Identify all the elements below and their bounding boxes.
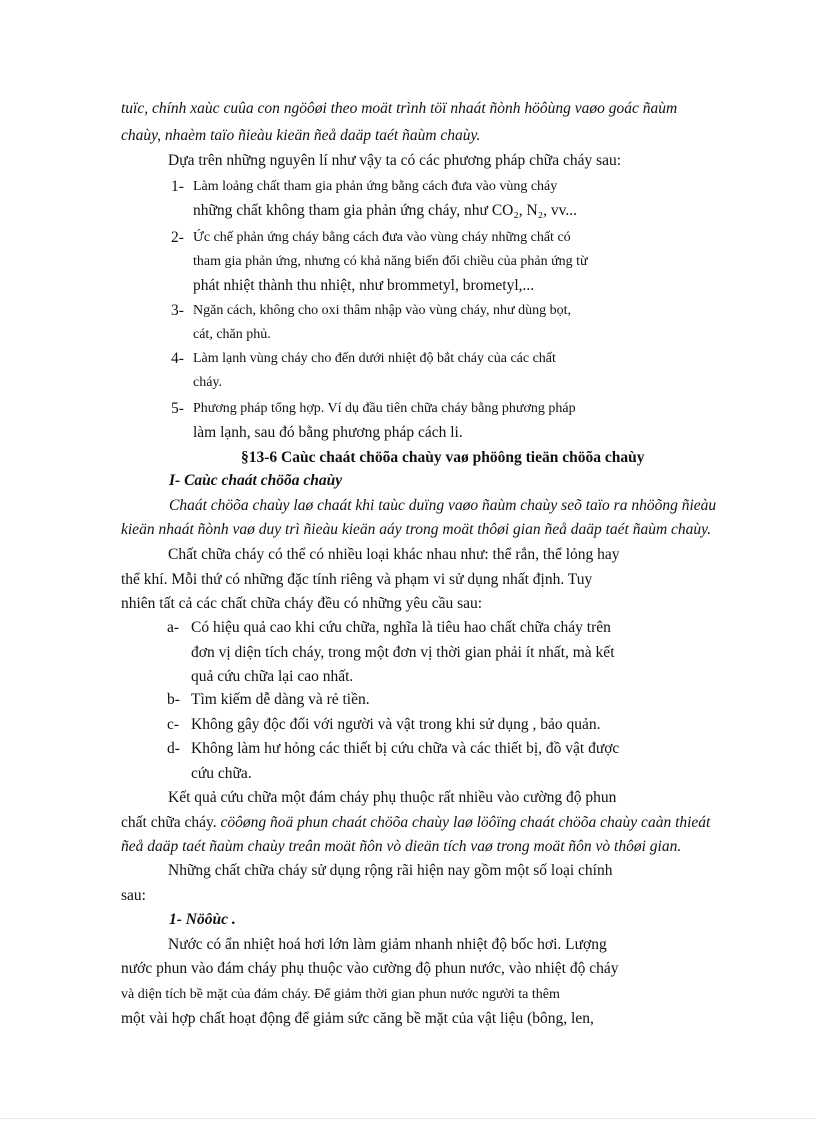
method-2-line-1: Ức chế phản ứng cháy bằng cách đưa vào vùng cháy những chất có xyxy=(193,230,571,245)
requirement-a-label: a- xyxy=(167,619,180,636)
requirement-c-label: c- xyxy=(167,716,180,733)
method-5-number: 5- xyxy=(171,400,184,417)
requirement-d-label: d- xyxy=(167,740,180,757)
result-line-3: ñeå daäp taét ñaùm chaùy treân moät ñôn vò dieän tích vaø trong moät ñôn vò thôøi gian. xyxy=(121,838,682,855)
method-4-line-2: cháy. xyxy=(193,375,223,390)
method-3-line-1: Ngăn cách, không cho oxi thâm nhập vào vùng cháy, như dùng bọt, xyxy=(193,303,571,318)
requirement-d-line-1: Không làm hư hỏng các thiết bị cứu chữa và các thiết bị, đồ vật được xyxy=(191,740,620,757)
method-5-line-2: làm lạnh, sau đó bằng phương pháp cách li. xyxy=(193,424,463,441)
method-3-number: 3- xyxy=(171,302,184,319)
requirement-b-line-1: Tìm kiếm dễ dàng và rẻ tiền. xyxy=(191,691,370,708)
intro-italic-line-1: tuïc, chính xaùc cuûa con ngöôøi theo moät trình töï nhaát ñònh höôùng vaøo goác ñaùm xyxy=(121,100,678,117)
result-line-2 xyxy=(121,813,710,833)
method-4-number: 4- xyxy=(171,350,184,367)
requirement-a-line-2: đơn vị diện tích cháy, trong một đơn vị thời gian phải ít nhất, mà kết xyxy=(191,644,615,661)
water-line-2: nước phun vào đám cháy phụ thuộc vào cường độ phun nước, vào nhiệt độ cháy xyxy=(121,960,619,977)
principles-intro: Dựa trên những nguyên lí như vậy ta có các phương pháp chữa cháy sau: xyxy=(168,152,622,169)
requirement-a-line-1: Có hiệu quả cao khi cứu chữa, nghĩa là tiêu hao chất chữa cháy trên xyxy=(191,619,611,636)
requirement-c-line-1: Không gây độc đối với người và vật trong khi sử dụng , bảo quản. xyxy=(191,716,601,733)
result-line-2-italic: cöôøng ñoä phun chaát chöõa chaùy laø löôïng chaát chöõa chaùy caàn thieát xyxy=(220,814,711,831)
intro-italic-line-2: chaùy, nhaèm taïo ñieàu kieän ñeå daäp taét ñaùm chaùy. xyxy=(121,127,481,144)
types-line-2: thể khí. Mỗi thứ có những đặc tính riêng và phạm vi sử dụng nhất định. Tuy xyxy=(121,571,593,588)
method-1-number: 1- xyxy=(171,178,184,195)
method-1-line-1: Làm loảng chất tham gia phản ứng bằng cách đưa vào vùng cháy xyxy=(193,179,558,194)
method-1-line-2: những chất không tham gia phản ứng cháy, như CO₂, N₂, vv... xyxy=(193,202,577,219)
method-5-line-1: Phương pháp tổng hợp. Ví dụ đầu tiên chữa cháy bằng phương pháp xyxy=(193,401,576,416)
definition-line-1: Chaát chöõa chaùy laø chaát khi taùc duïng vaøo ñaùm chaùy seõ taïo ra nhöõng ñieàu xyxy=(169,497,717,514)
definition-line-2: kieän nhaát ñònh vaø duy trì ñieàu kieän aáy trong moät thôøi gian ñeå daäp taét ñaùm chaùy. xyxy=(121,521,712,538)
types-line-3: nhiên tất cả các chất chữa cháy đều có những yêu cầu sau: xyxy=(121,595,483,612)
section-heading: §13-6 Caùc chaát chöõa chaùy vaø phöông tieän chöõa chaùy xyxy=(241,449,645,466)
water-heading: 1- Nöôùc . xyxy=(169,911,236,928)
result-line-2-plain: chất chữa cháy. xyxy=(121,814,221,831)
types-line-1: Chất chữa cháy có thể có nhiều loại khác nhau như: thể rắn, thể lỏng hay xyxy=(168,546,620,563)
method-2-line-2: tham gia phản ứng, nhưng có khả năng biến đổi chiều của phản ứng từ xyxy=(193,254,588,269)
method-2-line-3: phát nhiệt thành thu nhiệt, như brommetyl, brometyl,... xyxy=(193,277,535,294)
method-4-line-1: Làm lạnh vùng cháy cho đến dưới nhiệt độ bắt cháy của các chất xyxy=(193,351,556,366)
requirement-b-label: b- xyxy=(167,691,180,708)
page-bottom-divider xyxy=(0,1118,816,1119)
method-3-line-2: cát, chăn phủ. xyxy=(193,327,271,342)
method-2-number: 2- xyxy=(171,229,184,246)
water-line-3: và diện tích bề mặt của đám cháy. Để giảm thời gian phun nước người ta thêm xyxy=(121,987,560,1002)
requirement-a-line-3: quả cứu chữa lại cao nhất. xyxy=(191,668,354,685)
widely-used-line-2: sau: xyxy=(121,887,146,904)
subsection-heading: I- Caùc chaát chöõa chaùy xyxy=(169,472,343,489)
result-line-1: Kết quả cứu chữa một đám cháy phụ thuộc rất nhiều vào cường độ phun xyxy=(168,789,617,806)
water-line-4: một vài hợp chất hoạt động để giảm sức căng bề mặt của vật liệu (bông, len, xyxy=(121,1010,594,1027)
widely-used-line-1: Những chất chữa cháy sử dụng rộng rãi hiện nay gồm một số loại chính xyxy=(168,862,613,879)
requirement-d-line-2: cứu chữa. xyxy=(191,765,252,782)
water-line-1: Nước có ẩn nhiệt hoá hơi lớn làm giảm nhanh nhiệt độ bốc hơi. Lượng xyxy=(168,936,607,953)
